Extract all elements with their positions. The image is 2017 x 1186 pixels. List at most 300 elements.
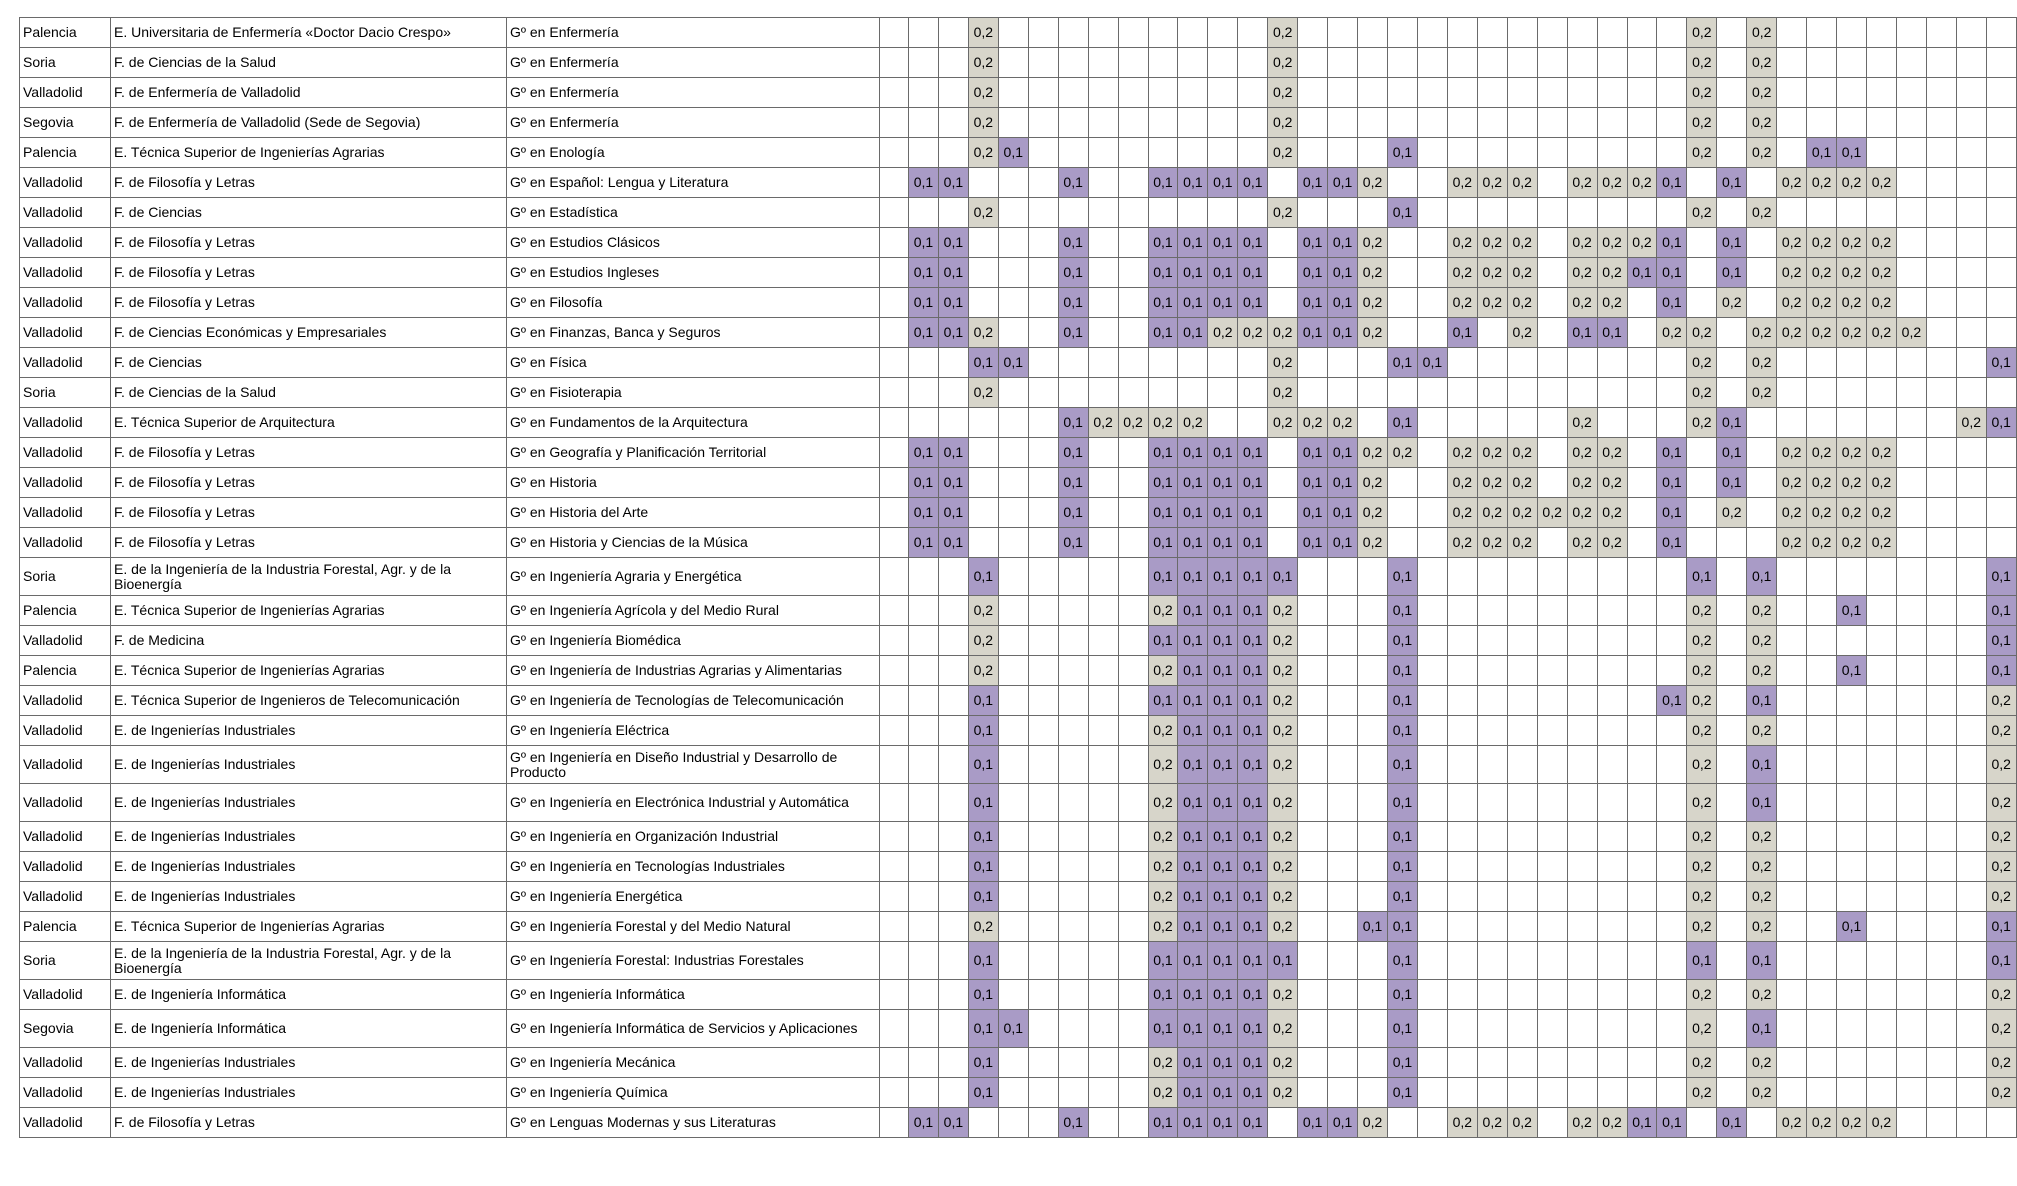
value-cell <box>1507 408 1537 438</box>
value-cell <box>998 228 1028 258</box>
value-cell <box>1058 942 1088 980</box>
value-cell <box>1058 378 1088 408</box>
value-cell: 0,1 <box>1238 596 1268 626</box>
value-cell <box>1627 288 1657 318</box>
value-cell: 0,1 <box>1388 558 1418 596</box>
value-cell: 0,1 <box>968 942 998 980</box>
center-cell: E. Técnica Superior de Ingenierías Agrarias <box>111 596 507 626</box>
value-cell: 0,2 <box>1268 784 1298 822</box>
value-cell <box>1477 78 1507 108</box>
value-cell: 0,2 <box>1777 228 1807 258</box>
value-cell <box>1956 942 1986 980</box>
value-cell <box>1417 596 1447 626</box>
value-cell: 0,1 <box>1747 746 1777 784</box>
center-cell: E. Universitaria de Enfermería «Doctor Dacio Crespo» <box>111 18 507 48</box>
value-cell <box>1747 468 1777 498</box>
value-cell <box>1567 108 1597 138</box>
value-cell <box>1477 558 1507 596</box>
value-cell <box>938 408 968 438</box>
value-cell <box>1867 784 1897 822</box>
value-cell <box>1747 288 1777 318</box>
value-cell: 0,2 <box>1567 258 1597 288</box>
value-cell <box>909 980 939 1010</box>
value-cell <box>1028 784 1058 822</box>
value-cell <box>938 912 968 942</box>
value-cell <box>1627 596 1657 626</box>
value-cell <box>1477 822 1507 852</box>
value-cell <box>1537 18 1567 48</box>
value-cell <box>1956 1048 1986 1078</box>
value-cell <box>1417 138 1447 168</box>
value-cell <box>1956 784 1986 822</box>
value-cell: 0,2 <box>1268 18 1298 48</box>
value-cell <box>1417 498 1447 528</box>
value-cell <box>1268 468 1298 498</box>
value-cell: 0,2 <box>1687 1010 1717 1048</box>
value-cell: 0,1 <box>1298 228 1328 258</box>
value-cell <box>1028 822 1058 852</box>
value-cell <box>1687 168 1717 198</box>
city-cell: Valladolid <box>20 498 111 528</box>
value-cell <box>1477 980 1507 1010</box>
value-cell: 0,1 <box>1657 438 1687 468</box>
value-cell: 0,1 <box>1238 438 1268 468</box>
table-row <box>20 596 2017 626</box>
city-cell: Valladolid <box>20 1078 111 1108</box>
value-cell: 0,2 <box>1777 438 1807 468</box>
value-cell: 0,2 <box>1388 438 1418 468</box>
value-cell <box>1777 686 1807 716</box>
value-cell <box>1298 108 1328 138</box>
value-cell <box>1447 138 1477 168</box>
value-cell <box>1328 18 1358 48</box>
value-cell <box>1028 1010 1058 1048</box>
value-cell <box>1477 912 1507 942</box>
value-cell <box>1328 686 1358 716</box>
value-cell: 0,1 <box>909 498 939 528</box>
city-cell: Valladolid <box>20 468 111 498</box>
value-cell: 0,1 <box>1148 942 1178 980</box>
value-cell: 0,2 <box>1837 468 1867 498</box>
value-cell: 0,2 <box>1807 528 1837 558</box>
value-cell: 0,2 <box>1358 258 1388 288</box>
value-cell <box>1657 558 1687 596</box>
value-cell <box>1447 822 1477 852</box>
value-cell <box>1058 980 1088 1010</box>
value-cell <box>1358 716 1388 746</box>
value-cell <box>1447 912 1477 942</box>
value-cell <box>1447 784 1477 822</box>
value-cell <box>1777 746 1807 784</box>
value-cell <box>1657 626 1687 656</box>
value-cell: 0,2 <box>1747 1078 1777 1108</box>
value-cell <box>1777 78 1807 108</box>
value-cell: 0,2 <box>1837 498 1867 528</box>
value-cell <box>1567 716 1597 746</box>
value-cell <box>1597 108 1627 138</box>
value-cell <box>1058 912 1088 942</box>
value-cell <box>1867 348 1897 378</box>
degree-cell: Gº en Ingeniería Forestal: Industrias Forestales <box>507 942 880 980</box>
value-cell: 0,1 <box>1238 558 1268 596</box>
value-cell <box>1717 746 1747 784</box>
table-row <box>20 746 2017 784</box>
value-cell: 0,2 <box>1777 528 1807 558</box>
value-cell <box>1417 686 1447 716</box>
value-cell <box>1657 882 1687 912</box>
value-cell <box>1777 716 1807 746</box>
value-cell <box>1627 912 1657 942</box>
degree-cell: Gº en Ingeniería Agraria y Energética <box>507 558 880 596</box>
value-cell <box>1118 288 1148 318</box>
city-cell: Valladolid <box>20 980 111 1010</box>
value-cell: 0,2 <box>1747 48 1777 78</box>
value-cell <box>1537 626 1567 656</box>
value-cell <box>1238 348 1268 378</box>
value-cell: 0,1 <box>1178 1108 1208 1138</box>
value-cell: 0,2 <box>1986 852 2016 882</box>
value-cell <box>1417 198 1447 228</box>
value-cell: 0,2 <box>1837 288 1867 318</box>
value-cell <box>1417 258 1447 288</box>
value-cell <box>1777 596 1807 626</box>
value-cell: 0,1 <box>968 784 998 822</box>
value-cell <box>1597 686 1627 716</box>
value-cell <box>1447 1010 1477 1048</box>
center-cell: F. de Filosofía y Letras <box>111 528 507 558</box>
value-cell: 0,2 <box>1986 882 2016 912</box>
value-cell: 0,2 <box>1447 528 1477 558</box>
value-cell <box>1717 78 1747 108</box>
value-cell: 0,1 <box>1178 1078 1208 1108</box>
value-cell <box>1447 558 1477 596</box>
value-cell <box>1058 716 1088 746</box>
value-cell <box>1358 1078 1388 1108</box>
value-cell: 0,1 <box>968 716 998 746</box>
value-cell: 0,1 <box>1657 468 1687 498</box>
value-cell <box>1118 626 1148 656</box>
value-cell: 0,1 <box>909 528 939 558</box>
spacer-cell <box>880 78 909 108</box>
value-cell <box>1388 468 1418 498</box>
value-cell <box>1807 78 1837 108</box>
value-cell: 0,2 <box>1687 822 1717 852</box>
value-cell <box>1896 980 1926 1010</box>
value-cell <box>998 198 1028 228</box>
value-cell: 0,1 <box>968 686 998 716</box>
value-cell <box>1388 168 1418 198</box>
value-cell <box>1388 228 1418 258</box>
city-cell: Valladolid <box>20 746 111 784</box>
value-cell: 0,1 <box>968 558 998 596</box>
value-cell <box>1537 318 1567 348</box>
value-cell <box>1417 1108 1447 1138</box>
value-cell: 0,1 <box>938 438 968 468</box>
value-cell: 0,2 <box>1867 1108 1897 1138</box>
value-cell <box>1388 528 1418 558</box>
value-cell <box>1597 912 1627 942</box>
spacer-cell <box>880 596 909 626</box>
value-cell: 0,1 <box>1148 558 1178 596</box>
value-cell: 0,1 <box>1208 258 1238 288</box>
table-row <box>20 438 2017 468</box>
value-cell <box>909 18 939 48</box>
value-cell <box>1298 48 1328 78</box>
value-cell: 0,2 <box>1477 438 1507 468</box>
value-cell <box>998 656 1028 686</box>
value-cell <box>998 942 1028 980</box>
center-cell: F. de Ciencias de la Salud <box>111 378 507 408</box>
value-cell <box>1956 558 1986 596</box>
value-cell <box>1358 784 1388 822</box>
value-cell <box>1507 746 1537 784</box>
value-cell <box>1657 656 1687 686</box>
value-cell: 0,1 <box>1238 852 1268 882</box>
value-cell <box>1388 498 1418 528</box>
value-cell: 0,1 <box>1388 138 1418 168</box>
value-cell <box>1567 48 1597 78</box>
value-cell <box>938 1048 968 1078</box>
value-cell <box>1088 746 1118 784</box>
value-cell <box>1358 78 1388 108</box>
value-cell: 0,1 <box>938 318 968 348</box>
degree-cell: Gº en Filosofía <box>507 288 880 318</box>
value-cell <box>1028 686 1058 716</box>
value-cell <box>1028 18 1058 48</box>
value-cell: 0,2 <box>1477 168 1507 198</box>
center-cell: F. de Ciencias <box>111 348 507 378</box>
value-cell: 0,1 <box>1178 468 1208 498</box>
value-cell <box>1896 108 1926 138</box>
value-cell: 0,1 <box>1597 318 1627 348</box>
value-cell: 0,1 <box>1178 1048 1208 1078</box>
value-cell <box>1507 784 1537 822</box>
value-cell: 0,2 <box>1358 528 1388 558</box>
value-cell <box>1298 656 1328 686</box>
value-cell <box>1956 852 1986 882</box>
value-cell: 0,2 <box>1747 596 1777 626</box>
value-cell: 0,1 <box>1986 942 2016 980</box>
value-cell <box>1807 784 1837 822</box>
value-cell: 0,1 <box>968 822 998 852</box>
value-cell <box>1447 408 1477 438</box>
value-cell: 0,1 <box>1178 168 1208 198</box>
value-cell: 0,1 <box>1148 528 1178 558</box>
value-cell <box>1717 18 1747 48</box>
value-cell <box>1417 78 1447 108</box>
spacer-cell <box>880 942 909 980</box>
degree-cell: Gº en Ingeniería Informática de Servicios y Aplicaciones <box>507 1010 880 1048</box>
value-cell <box>1627 822 1657 852</box>
value-cell <box>938 378 968 408</box>
value-cell: 0,1 <box>909 468 939 498</box>
value-cell: 0,2 <box>1567 228 1597 258</box>
value-cell <box>1777 108 1807 138</box>
value-cell: 0,2 <box>1717 498 1747 528</box>
degree-cell: Gº en Ingeniería de Tecnologías de Telecomunicación <box>507 686 880 716</box>
value-cell <box>1627 138 1657 168</box>
value-cell <box>1388 18 1418 48</box>
value-cell <box>1537 912 1567 942</box>
value-cell: 0,2 <box>968 18 998 48</box>
value-cell <box>1597 822 1627 852</box>
spacer-cell <box>880 498 909 528</box>
value-cell <box>1986 18 2016 48</box>
value-cell: 0,1 <box>1986 348 2016 378</box>
value-cell: 0,2 <box>1178 408 1208 438</box>
value-cell <box>1328 48 1358 78</box>
value-cell: 0,2 <box>1687 408 1717 438</box>
value-cell: 0,1 <box>1717 438 1747 468</box>
value-cell <box>938 784 968 822</box>
value-cell: 0,1 <box>1687 558 1717 596</box>
value-cell <box>1837 558 1867 596</box>
value-cell <box>1417 558 1447 596</box>
value-cell <box>1148 138 1178 168</box>
value-cell: 0,1 <box>1388 596 1418 626</box>
value-cell <box>1597 980 1627 1010</box>
value-cell: 0,1 <box>1328 468 1358 498</box>
value-cell <box>1926 1010 1956 1048</box>
value-cell <box>1627 784 1657 822</box>
value-cell <box>1837 1078 1867 1108</box>
value-cell <box>1058 1010 1088 1048</box>
value-cell <box>1837 980 1867 1010</box>
value-cell: 0,2 <box>1358 1108 1388 1138</box>
value-cell <box>1986 318 2016 348</box>
value-cell: 0,2 <box>1507 498 1537 528</box>
value-cell: 0,2 <box>1358 228 1388 258</box>
center-cell: E. de Ingenierías Industriales <box>111 852 507 882</box>
value-cell <box>1328 558 1358 596</box>
value-cell: 0,2 <box>1687 78 1717 108</box>
value-cell <box>1867 1078 1897 1108</box>
value-cell: 0,2 <box>1687 686 1717 716</box>
value-cell <box>938 942 968 980</box>
center-cell: F. de Filosofía y Letras <box>111 498 507 528</box>
value-cell <box>1627 558 1657 596</box>
value-cell <box>1837 348 1867 378</box>
value-cell: 0,1 <box>1178 318 1208 348</box>
value-cell <box>1477 716 1507 746</box>
value-cell: 0,1 <box>1388 882 1418 912</box>
value-cell <box>1417 528 1447 558</box>
value-cell <box>1986 138 2016 168</box>
table-row <box>20 318 2017 348</box>
value-cell: 0,1 <box>1178 558 1208 596</box>
value-cell <box>1118 716 1148 746</box>
value-cell <box>1777 558 1807 596</box>
value-cell <box>1837 108 1867 138</box>
value-cell <box>1597 138 1627 168</box>
value-cell <box>1747 1108 1777 1138</box>
value-cell <box>1178 198 1208 228</box>
value-cell <box>1088 912 1118 942</box>
value-cell <box>1118 108 1148 138</box>
value-cell: 0,1 <box>1238 498 1268 528</box>
value-cell <box>1148 198 1178 228</box>
value-cell: 0,2 <box>1777 468 1807 498</box>
value-cell <box>1956 378 1986 408</box>
value-cell <box>1298 138 1328 168</box>
value-cell: 0,1 <box>1238 258 1268 288</box>
table-row <box>20 108 2017 138</box>
value-cell <box>1328 784 1358 822</box>
value-cell <box>1926 138 1956 168</box>
value-cell: 0,2 <box>1867 228 1897 258</box>
value-cell: 0,1 <box>1058 228 1088 258</box>
value-cell: 0,2 <box>1687 656 1717 686</box>
value-cell <box>1986 198 2016 228</box>
value-cell <box>1837 852 1867 882</box>
value-cell <box>1268 438 1298 468</box>
table-row <box>20 198 2017 228</box>
value-cell <box>1777 378 1807 408</box>
value-cell <box>1118 48 1148 78</box>
value-cell <box>1298 822 1328 852</box>
spacer-cell <box>880 912 909 942</box>
value-cell <box>1328 716 1358 746</box>
city-cell: Palencia <box>20 912 111 942</box>
value-cell <box>1926 318 1956 348</box>
value-cell: 0,1 <box>1208 822 1238 852</box>
value-cell: 0,1 <box>938 1108 968 1138</box>
value-cell <box>938 348 968 378</box>
value-cell <box>1597 626 1627 656</box>
value-cell <box>1657 378 1687 408</box>
value-cell <box>1627 78 1657 108</box>
value-cell <box>998 318 1028 348</box>
value-cell <box>1657 408 1687 438</box>
center-cell: F. de Filosofía y Letras <box>111 258 507 288</box>
value-cell: 0,1 <box>1717 258 1747 288</box>
value-cell: 0,2 <box>1807 258 1837 288</box>
center-cell: F. de Enfermería de Valladolid <box>111 78 507 108</box>
degree-cell: Gº en Enfermería <box>507 108 880 138</box>
value-cell <box>1417 1010 1447 1048</box>
value-cell <box>1447 378 1477 408</box>
value-cell <box>1837 78 1867 108</box>
value-cell <box>1118 498 1148 528</box>
value-cell <box>1088 48 1118 78</box>
value-cell: 0,1 <box>1178 912 1208 942</box>
value-cell <box>1837 198 1867 228</box>
value-cell <box>1447 686 1477 716</box>
value-cell <box>1867 656 1897 686</box>
value-cell <box>1717 942 1747 980</box>
value-cell <box>909 1078 939 1108</box>
value-cell <box>1477 882 1507 912</box>
center-cell: E. Técnica Superior de Arquitectura <box>111 408 507 438</box>
value-cell: 0,1 <box>968 852 998 882</box>
value-cell <box>1477 942 1507 980</box>
value-cell: 0,2 <box>1717 288 1747 318</box>
table-row <box>20 288 2017 318</box>
value-cell <box>1417 318 1447 348</box>
value-cell: 0,1 <box>1717 168 1747 198</box>
value-cell: 0,2 <box>1358 168 1388 198</box>
value-cell: 0,1 <box>1328 168 1358 198</box>
value-cell: 0,2 <box>1986 1048 2016 1078</box>
value-cell <box>1837 822 1867 852</box>
value-cell <box>1837 784 1867 822</box>
value-cell <box>1627 882 1657 912</box>
value-cell: 0,1 <box>1178 498 1208 528</box>
value-cell: 0,2 <box>1447 1108 1477 1138</box>
spacer-cell <box>880 1078 909 1108</box>
value-cell <box>1058 1048 1088 1078</box>
value-cell <box>1118 882 1148 912</box>
